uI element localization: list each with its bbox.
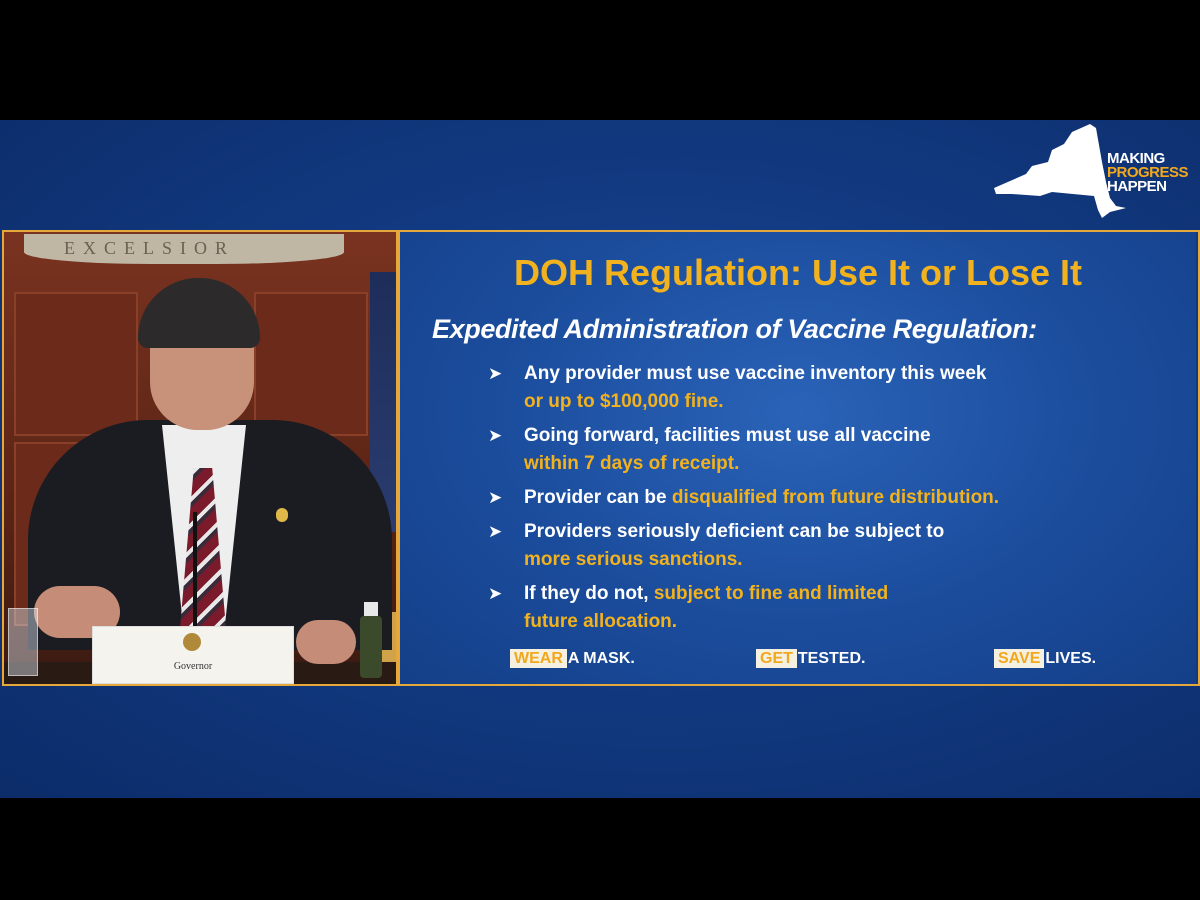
- logo-slogan-line-2: PROGRESS: [1107, 164, 1189, 181]
- water-glass: [8, 608, 38, 676]
- logo-slogan-line-3: HAPPEN: [1107, 178, 1167, 195]
- footer-rest: A MASK.: [567, 650, 635, 667]
- logo-state-line-1: NEW: [1050, 150, 1084, 167]
- nameplate-text: Governor: [173, 661, 213, 672]
- footer-get-tested: [756, 650, 865, 668]
- footer-box-word: GET: [756, 649, 797, 668]
- slide-footer: [400, 648, 1196, 676]
- nys-logo: [992, 122, 1197, 222]
- footer-box-word: SAVE: [994, 649, 1044, 668]
- footer-rest: LIVES.: [1045, 650, 1097, 667]
- bullet-text: Provider can be: [524, 487, 667, 508]
- bullet-list: [488, 360, 1148, 636]
- arrow-bullet-icon: ➤: [488, 584, 503, 603]
- bullet-item: [488, 422, 1148, 478]
- slide-title: DOH Regulation: Use It or Lose It: [513, 252, 1083, 293]
- footer-rest: TESTED.: [797, 650, 866, 667]
- wood-panel: [14, 292, 138, 436]
- logo-slogan-line-1: MAKING: [1107, 150, 1165, 167]
- bullet-item: [488, 484, 1148, 512]
- wood-panel: [254, 292, 368, 436]
- arrow-bullet-icon: ➤: [488, 426, 503, 445]
- state-seal: [24, 234, 344, 264]
- lapel-pin: [276, 508, 288, 522]
- bullet-text: If they do not,: [524, 583, 649, 604]
- footer-save-lives: [994, 650, 1096, 668]
- bullet-highlight: or up to $100,000 fine.: [524, 391, 724, 412]
- sanitizer-bottle: [360, 616, 382, 678]
- logo-state-line-2: YORK: [1050, 164, 1092, 181]
- bullet-item: [488, 360, 1148, 416]
- bullet-highlight: disqualified from future distribution.: [671, 487, 1000, 508]
- bullet-text: Providers seriously deficient can be subject to: [524, 521, 945, 542]
- footer-wear-mask: [510, 650, 635, 668]
- logo-state-line-3: STATE: [1050, 178, 1095, 195]
- nameplate-seal-icon: [183, 633, 201, 651]
- slide: [400, 232, 1196, 684]
- bullet-item: [488, 518, 1148, 574]
- bullet-highlight: more serious sanctions.: [524, 549, 743, 570]
- slide-subtitle: Expedited Administration of Vaccine Regulation:: [432, 314, 1037, 344]
- speaker-right-hand: [296, 620, 356, 664]
- nameplate: [92, 626, 294, 684]
- bullet-highlight: within 7 days of receipt.: [524, 453, 740, 474]
- bullet-text: Going forward, facilities must use all vaccine: [524, 425, 931, 446]
- arrow-bullet-icon: ➤: [488, 364, 503, 383]
- bullet-item: [488, 580, 924, 636]
- microphone: [193, 512, 197, 632]
- arrow-bullet-icon: ➤: [488, 488, 503, 507]
- arrow-bullet-icon: ➤: [488, 522, 503, 541]
- footer-box-word: WEAR: [510, 649, 567, 668]
- bullet-highlight: subject to fine and limited future allocation.: [524, 583, 889, 632]
- seal-text: EXCELSIOR: [64, 238, 235, 258]
- bullet-text: Any provider must use vaccine inventory this week: [524, 363, 987, 384]
